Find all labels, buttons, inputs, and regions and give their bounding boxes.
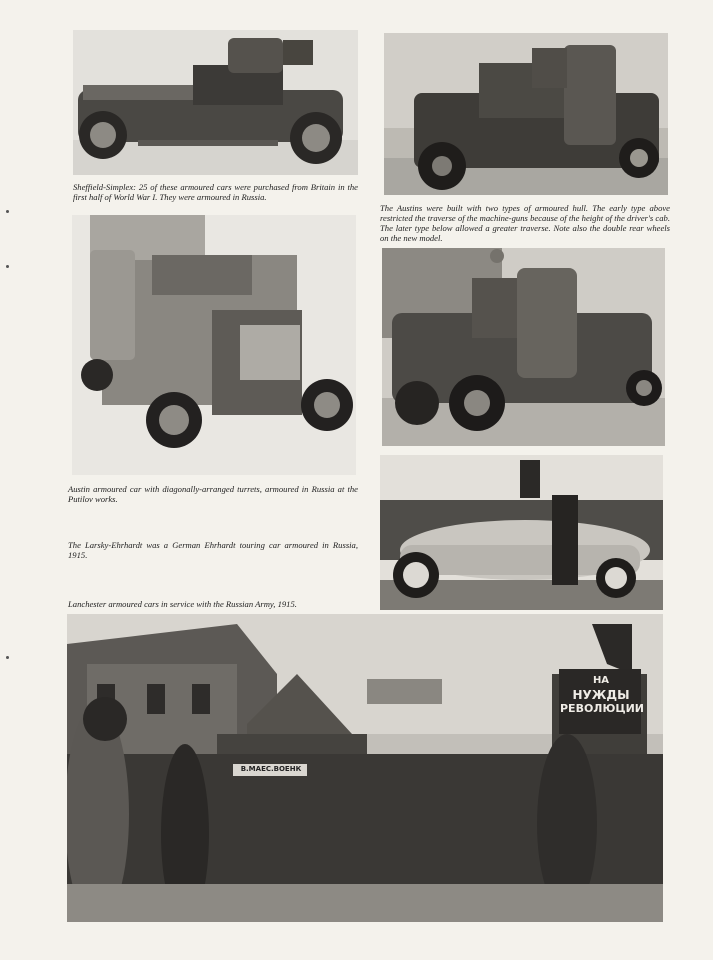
- photo-sheffield-simplex: [73, 30, 358, 175]
- caption-lanchester: Lanchester armoured cars in service with the Russian Army, 1915.: [68, 599, 297, 609]
- margin-mark: [6, 210, 9, 213]
- photo-larsky-ehrhardt: [380, 455, 663, 610]
- photo-austin-later: [382, 248, 665, 446]
- margin-mark: [6, 656, 9, 659]
- lanchester-image: [67, 614, 663, 922]
- banner-line-3: РЕВОЛЮЦИИ: [560, 702, 644, 715]
- banner-line-2: НУЖДЫ: [572, 688, 630, 702]
- banner-line-1: НА: [592, 675, 610, 686]
- car-plate: В.МАЕС.ВОЕНК: [240, 765, 302, 773]
- revolution-banner: [560, 674, 642, 736]
- photo-lanchester: [67, 614, 663, 922]
- photo-austin-early: [384, 33, 668, 195]
- larsky-ehrhardt-image: [380, 455, 663, 610]
- margin-mark: [6, 265, 9, 268]
- caption-larsky-ehrhardt: The Larsky-Ehrhardt was a German Ehrhardt touring car armoured in Russia, 1915.: [68, 540, 358, 560]
- sheffield-simplex-image: [73, 30, 358, 175]
- photo-austin-putilov: [72, 215, 356, 475]
- austin-later-image: [382, 248, 665, 446]
- caption-sheffield-simplex: Sheffield-Simplex: 25 of these armoured cars were purchased from Britain in the first half of World War I. They were armoured in Russia.: [73, 182, 358, 202]
- austin-early-image: [384, 33, 668, 195]
- caption-austin-hull-types: The Austins were built with two types of armoured hull. The early type above restricted the traverse of the machine-guns because of the height of the driver's cab. The later type below allowed a greater traverse. Note also the double rear wheels on the new model.: [380, 203, 670, 243]
- caption-austin-putilov: Austin armoured car with diagonally-arranged turrets, armoured in Russia at the Putilov works.: [68, 484, 358, 504]
- austin-putilov-image: [72, 215, 356, 475]
